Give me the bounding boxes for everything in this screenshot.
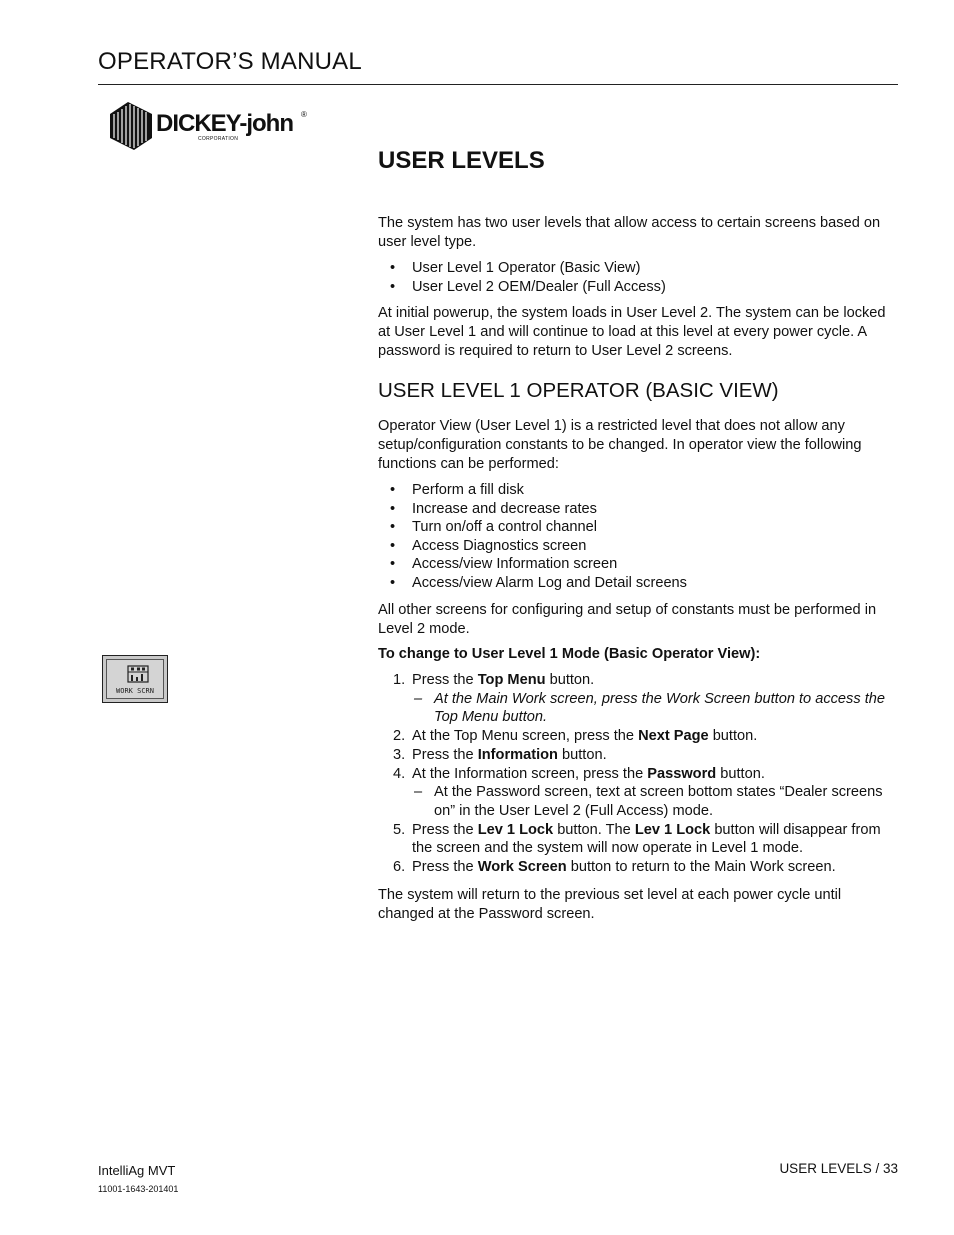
step-item: 5. Press the Lev 1 Lock button. The Lev 1 Lock button will disappear from the screen and the system will now operate in Level 1 mode. [393, 821, 881, 857]
closing-paragraph: The system will return to the previous set level at each power cycle until changed at the Password screen. [378, 887, 842, 922]
logo-registered-mark: ® [301, 110, 307, 119]
header-divider [98, 84, 898, 85]
step-item: 2. At the Top Menu screen, press the Next Page button. [393, 728, 758, 745]
user-level-list [378, 259, 900, 296]
dickey-john-logo [108, 100, 318, 152]
step-item: 6. Press the Work Screen button to return to the Main Work screen. [393, 859, 836, 876]
step-subnote: – At the Password screen, text at screen bottom states “Dealer screens on” in the User Level 2 (Full Access) mode. [414, 784, 883, 819]
subsection-title: USER LEVEL 1 OPERATOR (BASIC VIEW) [378, 379, 779, 402]
step-subnote: – At the Main Work screen, press the Work Screen button to access the Top Menu button. [414, 690, 885, 726]
work-screen-button-label: WORK SCRN [116, 687, 154, 695]
footer-doc-code: 11001-1643-201401 [98, 1184, 179, 1194]
list-item: • Turn on/off a control channel [378, 518, 900, 537]
work-screen-icon [127, 665, 149, 683]
powerup-paragraph: At initial powerup, the system loads in User Level 2. The system can be locked at User Level 1 and will continue to load at this level at every power cycle. A password is required to return to User Level 2 screens. [378, 305, 886, 359]
operator-view-intro: Operator View (User Level 1) is a restricted level that does not allow any setup/configuration constants to be changed. In operator view the following functions can be performed: [378, 418, 862, 472]
list-item: • Increase and decrease rates [378, 500, 900, 519]
procedure-title: To change to User Level 1 Mode (Basic Operator View): [378, 646, 761, 662]
step-item: 3. Press the Information button. [393, 746, 607, 763]
section-intro: The system has two user levels that allow access to certain screens based on user level type. [378, 215, 881, 250]
list-item: • User Level 2 OEM/Dealer (Full Access) [378, 278, 900, 297]
section-title: USER LEVELS [378, 147, 545, 174]
step-item: 1. Press the Top Menu button. – At the Main Work screen, press the Work Screen button to access the Top Menu button. [378, 671, 900, 727]
list-item: • User Level 1 Operator (Basic View) [378, 259, 900, 278]
logo-wordmark: DICKEY-john [156, 110, 293, 137]
step-item: 4. At the Information screen, press the Password button. – At the Password screen, text at screen bottom states “Dealer screens on” in the User Level 2 (Full Access) mode. [378, 765, 900, 821]
list-item: • Access/view Information screen [378, 555, 900, 574]
function-list [378, 481, 900, 593]
list-item: • Access/view Alarm Log and Detail screens [378, 574, 900, 593]
header-title: OPERATOR’S MANUAL [98, 48, 362, 75]
procedure-steps [378, 671, 900, 877]
logo-mark-icon [108, 100, 154, 150]
footer-product: IntelliAg MVT [98, 1163, 176, 1178]
other-screens-paragraph: All other screens for configuring and setup of constants must be performed in Level 2 mode. [378, 602, 877, 637]
list-item: • Perform a fill disk [378, 481, 900, 500]
footer-page-number: USER LEVELS / 33 [779, 1161, 898, 1176]
work-screen-button-image [102, 655, 168, 703]
logo-corporation: CORPORATION [198, 136, 239, 142]
list-item: • Access Diagnostics screen [378, 537, 900, 556]
